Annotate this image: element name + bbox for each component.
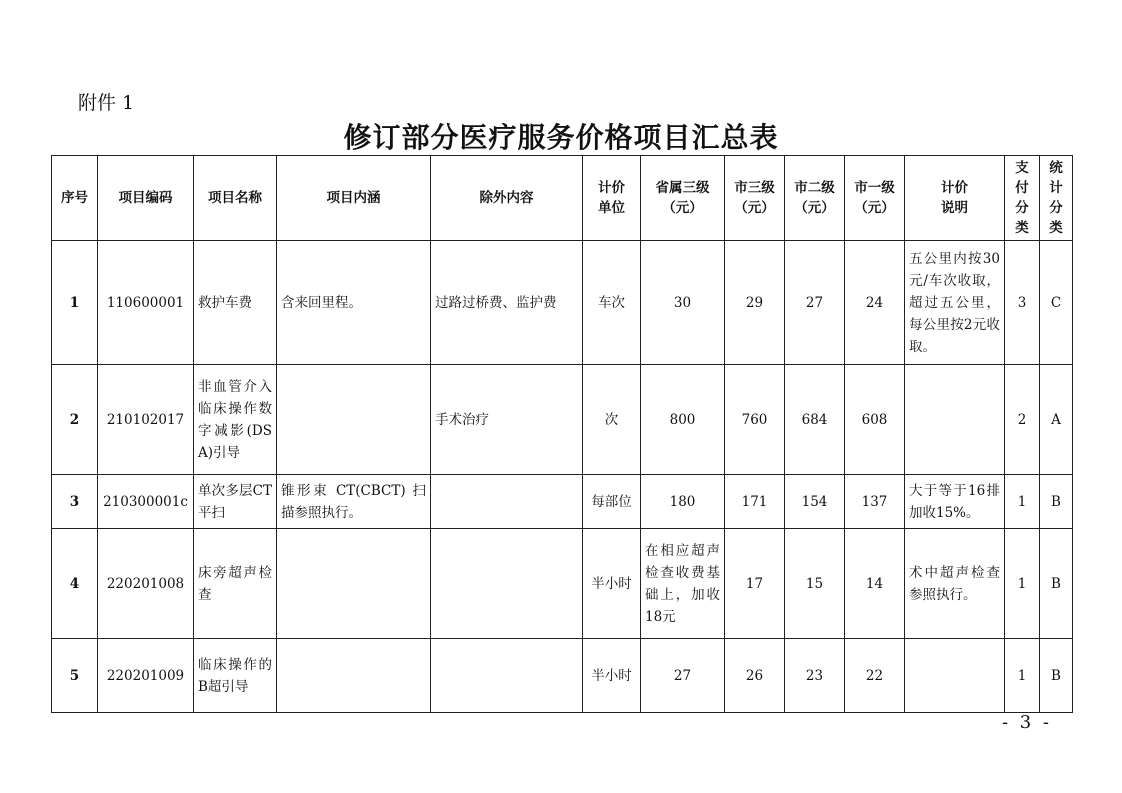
header-pay-line2: 分类	[1015, 200, 1029, 236]
table-row	[52, 241, 1073, 365]
cell-prov3: 800	[641, 365, 725, 475]
header-pay	[1005, 156, 1040, 241]
header-name: 项目名称	[194, 156, 277, 241]
cell-exclusion	[431, 475, 583, 529]
header-city2	[785, 156, 845, 241]
header-stat-line1: 统计	[1049, 160, 1063, 196]
cell-city1: 14	[845, 529, 905, 639]
cell-name: 救护车费	[194, 241, 277, 365]
table-row	[52, 475, 1073, 529]
header-city3-line2: （元）	[734, 200, 775, 216]
cell-city2: 27	[785, 241, 845, 365]
header-stat	[1040, 156, 1073, 241]
cell-name: 临床操作的B超引导	[194, 639, 277, 713]
header-content: 项目内涵	[277, 156, 431, 241]
cell-city2: 154	[785, 475, 845, 529]
header-no: 序号	[52, 156, 98, 241]
header-stat-line2: 分类	[1049, 200, 1063, 236]
cell-code: 220201009	[98, 639, 194, 713]
cell-content: 锥形束 CT(CBCT) 扫描参照执行。	[277, 475, 431, 529]
header-prov3-line1: 省属三级	[655, 180, 710, 196]
header-pay-line1: 支付	[1015, 160, 1029, 196]
header-city1-line2: （元）	[854, 200, 895, 216]
cell-unit: 车次	[583, 241, 641, 365]
cell-unit: 每部位	[583, 475, 641, 529]
table-row	[52, 639, 1073, 713]
cell-no: 1	[52, 241, 98, 365]
cell-pay: 3	[1005, 241, 1040, 365]
cell-code: 110600001	[98, 241, 194, 365]
cell-city1: 24	[845, 241, 905, 365]
cell-city3: 171	[725, 475, 785, 529]
header-city1	[845, 156, 905, 241]
header-exclusion: 除外内容	[431, 156, 583, 241]
cell-no: 5	[52, 639, 98, 713]
header-city1-line1: 市一级	[854, 180, 895, 196]
cell-city1: 22	[845, 639, 905, 713]
cell-unit: 次	[583, 365, 641, 475]
table-row	[52, 529, 1073, 639]
cell-content	[277, 365, 431, 475]
cell-code: 220201008	[98, 529, 194, 639]
cell-stat: C	[1040, 241, 1073, 365]
page-number: - 3 -	[1001, 712, 1052, 733]
cell-no: 4	[52, 529, 98, 639]
cell-stat: B	[1040, 475, 1073, 529]
cell-note	[905, 639, 1005, 713]
header-row	[52, 156, 1073, 241]
header-city2-line1: 市二级	[794, 180, 835, 196]
cell-no: 2	[52, 365, 98, 475]
header-code: 项目编码	[98, 156, 194, 241]
attachment-label: 附件 1	[78, 92, 135, 114]
cell-code: 210102017	[98, 365, 194, 475]
cell-pay: 1	[1005, 639, 1040, 713]
cell-city2: 684	[785, 365, 845, 475]
cell-city3: 760	[725, 365, 785, 475]
cell-unit: 半小时	[583, 529, 641, 639]
cell-name: 单次多层CT平扫	[194, 475, 277, 529]
document-title: 修订部分医疗服务价格项目汇总表	[343, 121, 779, 154]
cell-note	[905, 365, 1005, 475]
cell-city3: 29	[725, 241, 785, 365]
cell-code: 210300001c	[98, 475, 194, 529]
header-prov3	[641, 156, 725, 241]
price-table	[51, 155, 1073, 713]
cell-content	[277, 529, 431, 639]
header-city3	[725, 156, 785, 241]
cell-exclusion	[431, 529, 583, 639]
cell-pay: 1	[1005, 529, 1040, 639]
cell-city2: 15	[785, 529, 845, 639]
cell-pay: 2	[1005, 365, 1040, 475]
table-row	[52, 365, 1073, 475]
cell-name: 非血管介入临床操作数字减影(DSA)引导	[194, 365, 277, 475]
header-prov3-line2: （元）	[662, 200, 703, 216]
cell-city1: 137	[845, 475, 905, 529]
cell-prov3: 180	[641, 475, 725, 529]
cell-note: 五公里内按30元/车次收取，超过五公里，每公里按2元收取。	[905, 241, 1005, 365]
cell-exclusion	[431, 639, 583, 713]
cell-content	[277, 639, 431, 713]
cell-note: 术中超声检查参照执行。	[905, 529, 1005, 639]
header-unit	[583, 156, 641, 241]
header-unit-line2: 单位	[598, 200, 625, 216]
cell-prov3: 27	[641, 639, 725, 713]
cell-exclusion: 过路过桥费、监护费	[431, 241, 583, 365]
cell-unit: 半小时	[583, 639, 641, 713]
header-note	[905, 156, 1005, 241]
cell-city2: 23	[785, 639, 845, 713]
header-note-line1: 计价	[941, 180, 968, 196]
cell-name: 床旁超声检查	[194, 529, 277, 639]
cell-stat: A	[1040, 365, 1073, 475]
cell-pay: 1	[1005, 475, 1040, 529]
cell-no: 3	[52, 475, 98, 529]
header-city3-line1: 市三级	[734, 180, 775, 196]
cell-stat: B	[1040, 529, 1073, 639]
cell-stat: B	[1040, 639, 1073, 713]
cell-content: 含来回里程。	[277, 241, 431, 365]
cell-exclusion: 手术治疗	[431, 365, 583, 475]
cell-city3: 17	[725, 529, 785, 639]
header-city2-line2: （元）	[794, 200, 835, 216]
header-unit-line1: 计价	[598, 180, 625, 196]
header-note-line2: 说明	[941, 200, 968, 216]
cell-prov3: 在相应超声检查收费基础上，加收18元	[641, 529, 725, 639]
cell-city3: 26	[725, 639, 785, 713]
cell-prov3: 30	[641, 241, 725, 365]
cell-note: 大于等于16排加收15%。	[905, 475, 1005, 529]
cell-city1: 608	[845, 365, 905, 475]
